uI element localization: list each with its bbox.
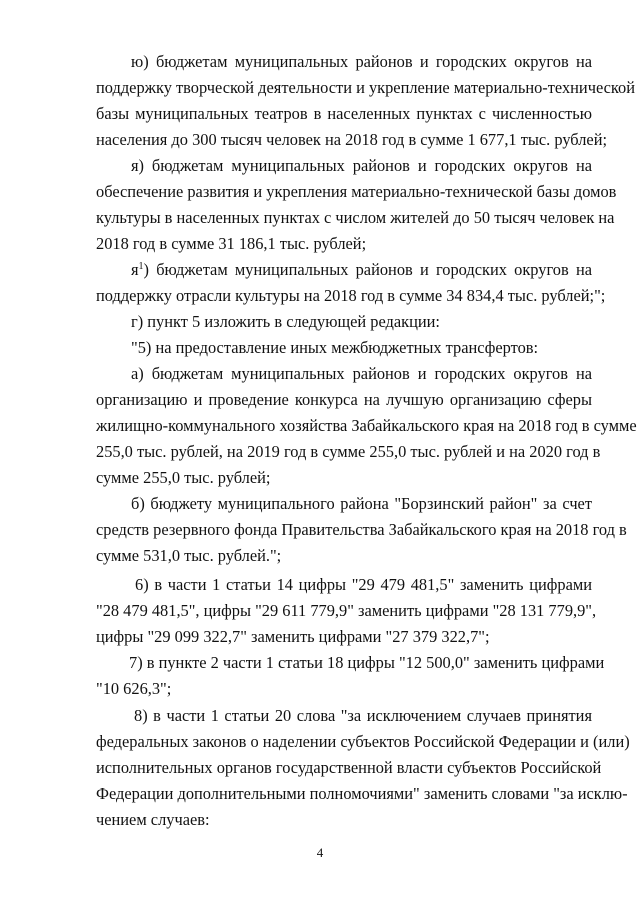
text-line: исполнительных органов государственной власти субъектов Российской <box>96 758 602 777</box>
page-number: 4 <box>316 845 324 860</box>
text-line: "28 479 481,5", цифры "29 611 779,9" заменить цифрами "28 131 779,9", <box>96 601 597 620</box>
text-line: жилищно-коммунального хозяйства Забайкальского края на 2018 год в сумме <box>96 416 637 435</box>
text-line: а) бюджетам муниципальных районов и городских округов на <box>131 364 592 383</box>
text-line: чением случаев: <box>96 810 210 829</box>
text-line: федеральных законов о наделении субъектов Российской Федерации и (или) <box>96 732 630 751</box>
text-line: ю) бюджетам муниципальных районов и городских округов на <box>131 52 592 71</box>
text-line: б) бюджету муниципального района "Борзинский район" за счет <box>131 494 592 513</box>
text-line: 8) в части 1 статьи 20 слова "за исключением случаев принятия <box>134 706 592 725</box>
text-line: 2018 год в сумме 31 186,1 тыс. рублей; <box>96 234 367 253</box>
text-line: базы муниципальных театров в населенных пунктах с численностью <box>96 104 592 123</box>
text-line: организацию и проведение конкурса на лучшую организацию сферы <box>96 390 592 409</box>
item-text: ) бюджетам муниципальных районов и городских округов на <box>143 260 592 279</box>
text-line <box>131 260 592 280</box>
text-line: 6) в части 1 статьи 14 цифры "29 479 481,5" заменить цифрами <box>135 575 592 594</box>
text-line: "5) на предоставление иных межбюджетных трансфертов: <box>131 338 539 357</box>
text-line: обеспечение развития и укрепления материально-технической базы домов <box>96 182 617 201</box>
text-line: 7) в пункте 2 части 1 статьи 18 цифры "12 500,0" заменить цифрами <box>129 653 605 672</box>
text-line: я) бюджетам муниципальных районов и городских округов на <box>131 156 592 175</box>
text-line: сумме 255,0 тыс. рублей; <box>96 468 271 487</box>
superscript: 1 <box>138 261 144 272</box>
text-line: средств резервного фонда Правительства Забайкальского края на 2018 год в <box>96 520 627 539</box>
text-line: г) пункт 5 изложить в следующей редакции: <box>131 312 440 331</box>
text-line: культуры в населенных пунктах с числом жителей до 50 тысяч человек на <box>96 208 615 227</box>
item-letter: я <box>131 260 139 279</box>
text-line: Федерации дополнительными полномочиями" заменить словами "за исклю- <box>96 784 628 803</box>
text-line: поддержку отрасли культуры на 2018 год в сумме 34 834,4 тыс. рублей;"; <box>96 286 606 305</box>
text-line: поддержку творческой деятельности и укрепление материально-технической <box>96 78 636 97</box>
text-line: цифры "29 099 322,7" заменить цифрами "27 379 322,7"; <box>96 627 490 646</box>
text-line: 255,0 тыс. рублей, на 2019 год в сумме 255,0 тыс. рублей и на 2020 год в <box>96 442 601 461</box>
text-line: сумме 531,0 тыс. рублей."; <box>96 546 282 565</box>
text-line: "10 626,3"; <box>96 679 172 698</box>
text-line: населения до 300 тысяч человек на 2018 год в сумме 1 677,1 тыс. рублей; <box>96 130 608 149</box>
